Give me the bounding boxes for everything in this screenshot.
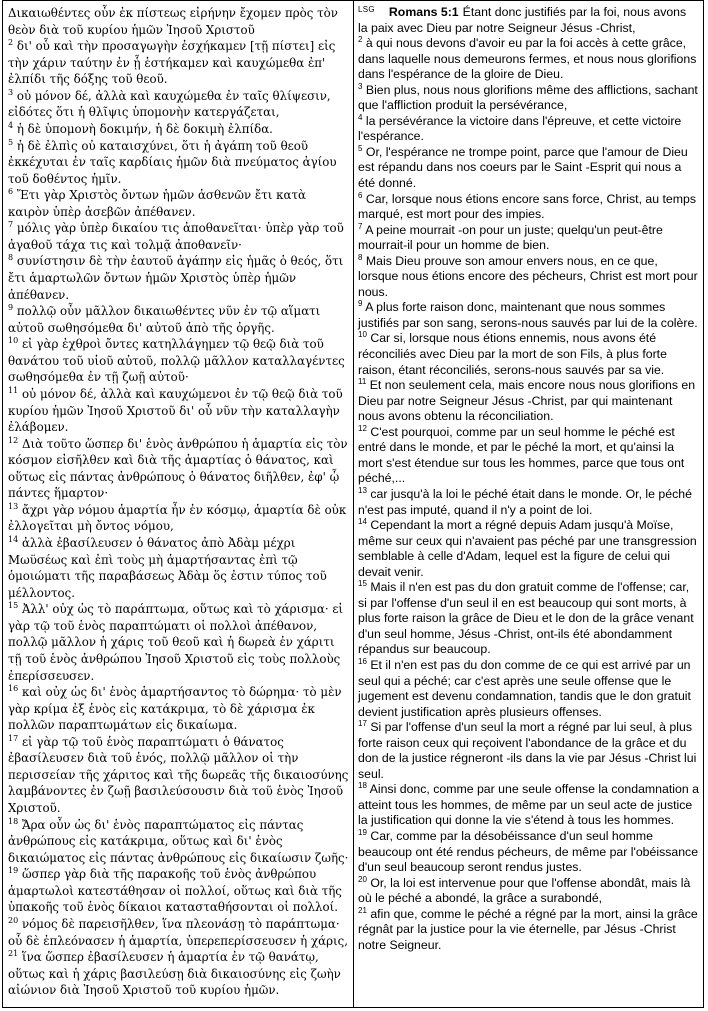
- french-verse: [358, 907, 699, 954]
- verse-text: δι' οὗ καὶ τὴν προσαγωγὴν ἐσχήκαμεν [τῇ πίστει] εἰς τὴν χάριν ταύτην ἐν ᾗ ἑστήκαμεν καὶ καυχώμεθα ἐπ' ἐλπίδι τῆς δόξης τοῦ θεοῦ.: [8, 39, 336, 87]
- french-verse: [358, 83, 699, 114]
- verse-text: ὥσπερ γὰρ διὰ τῆς παρακοῆς τοῦ ἑνὸς ἀνθρώπου ἁμαρτωλοὶ κατεστάθησαν οἱ πολλοί, οὕτως καὶ διὰ τῆς ὑπακοῆς τοῦ ἑνὸς δίκαιοι κατασταθήσονται οἱ πολλοί.: [8, 867, 342, 915]
- greek-verse: [8, 5, 349, 38]
- verse-number: 5: [8, 137, 14, 147]
- greek-verse: [8, 121, 349, 138]
- verse-text: συνίστησιν δὲ τὴν ἑαυτοῦ ἀγάπην εἰς ἡμᾶς ὁ θεός, ὅτι ἔτι ἁμαρτωλῶν ὄντων ἡμῶν Χριστὸς ὑπὲρ ἡμῶν ἀπέθανεν.: [8, 254, 344, 302]
- verse-text: ἡ δὲ ἐλπὶς οὐ καταισχύνει, ὅτι ἡ ἀγάπη τοῦ θεοῦ ἐκκέχυται ἐν ταῖς καρδίαις ἡμῶν διὰ πνεύματος ἁγίου τοῦ δοθέντος ἡμῖν.: [8, 138, 337, 186]
- greek-verse: [8, 38, 349, 88]
- greek-verse: [8, 734, 349, 817]
- verse-number: 17: [358, 719, 367, 729]
- french-verse: [358, 580, 699, 658]
- french-verse: [358, 425, 699, 487]
- verse-number: 4: [8, 120, 14, 130]
- greek-verse: [8, 866, 349, 916]
- greek-verse: [8, 601, 349, 684]
- verse-number: 17: [8, 733, 19, 743]
- verse-text: Or, la loi est intervenue pour que l'offense abondât, mais là où le péché a abondé, la grâce a surabondé,: [358, 875, 691, 906]
- verse-text: Ἄρα οὖν ὡς δι' ἑνὸς παραπτώματος εἰς πάντας ἀνθρώπους εἰς κατάκριμα, οὕτως καὶ δι' ἑνὸς δικαιώματος εἰς πάντας ἀνθρώπους εἰς δικαίωσιν ζωῆς·: [8, 817, 349, 865]
- verse-number: 14: [8, 535, 19, 544]
- verse-text: Mais il n'en est pas du don gratuit comme de l'offense; car, si par l'offense d'un seul il en est beaucoup qui sont morts, à plus forte raison la grâce de Dieu et le don de la grâce venant d'un seul homme, Jésus -Christ, ont-ils été abondamment répandus sur beaucoup.: [358, 580, 694, 657]
- verse-number: 3: [358, 81, 363, 91]
- verse-number: 16: [358, 656, 367, 666]
- verse-text: ἄχρι γὰρ νόμου ἁμαρτία ἦν ἐν κόσμῳ, ἁμαρτία δὲ οὐκ ἐλλογεῖται μὴ ὄντος νόμου,: [8, 502, 347, 534]
- verse-number: 5: [358, 143, 363, 153]
- verse-number: 12: [358, 423, 367, 433]
- french-verse: [358, 192, 699, 223]
- verse-number: 14: [358, 517, 367, 527]
- verse-number: 7: [358, 221, 363, 231]
- verse-text: ἵνα ὥσπερ ἐβασίλευσεν ἡ ἁμαρτία ἐν τῷ θανάτῳ, οὕτως καὶ ἡ χάρις βασιλεύσῃ διὰ δικαιοσύνης εἰς ζωὴν αἰώνιον διὰ Ἰησοῦ Χριστοῦ τοῦ κυρίου ἡμῶν.: [8, 950, 341, 998]
- french-verse: [358, 114, 699, 145]
- verse-text: Bien plus, nous nous glorifions même des afflictions, sachant que l'affliction produit la persévérance,: [358, 82, 698, 113]
- french-verse: [358, 518, 699, 580]
- greek-verse: [8, 220, 349, 253]
- verse-text: C'est pourquoi, comme par un seul homme le péché est entré dans le monde, et par le péché la mort, et qu'ainsi la mort s'est étendue sur tous les hommes, parce que tous ont péché,...: [358, 424, 685, 486]
- verse-number: 9: [8, 303, 14, 313]
- verse-number: 7: [8, 220, 14, 230]
- verse-text: ἀλλὰ ἐβασίλευσεν ὁ θάνατος ἀπὸ Ἀδὰμ μέχρι Μωϋσέως καὶ ἐπὶ τοὺς μὴ ἁμαρτήσαντας ἐπὶ τῷ ὁμοιώματι τῆς παραβάσεως Ἀδὰμ ὅς ἐστιν τύπος τοῦ μέλλοντος.: [8, 536, 327, 600]
- greek-verse: [8, 535, 349, 601]
- verse-text: Étant donc justifiés par la foi, nous avons la paix avec Dieu par notre Seigneur Jésus -Christ,: [358, 5, 687, 35]
- french-verse: [358, 658, 699, 720]
- verse-text: Et il n'en est pas du don comme de ce qui est arrivé par un seul qui a péché; car c'est après une seule offense que le jugement est devenu condamnation, tandis que le don gratuit devient justification après plusieurs offenses.: [358, 657, 691, 719]
- verse-text: Or, l'espérance ne trompe point, parce que l'amour de Dieu est répandu dans nos coeurs par le Saint -Esprit qui nous a été donné.: [358, 144, 688, 191]
- verse-text: A plus forte raison donc, maintenant que nous sommes justifiés par son sang, serons-nous sauvés par lui de la colère.: [358, 300, 698, 330]
- french-verse: [358, 782, 699, 829]
- verse-text: Ἔτι γὰρ Χριστὸς ὄντων ἡμῶν ἀσθενῶν ἔτι κατὰ καιρὸν ὑπὲρ ἀσεβῶν ἀπέθανεν.: [8, 188, 306, 219]
- greek-verse: [8, 88, 349, 121]
- greek-verse: [8, 336, 349, 386]
- french-verse: [358, 829, 699, 876]
- french-verse: [358, 331, 699, 378]
- verse-text: μόλις γὰρ ὑπὲρ δικαίου τις ἀποθανεῖται· ὑπὲρ γὰρ τοῦ ἀγαθοῦ τάχα τις καὶ τολμᾷ ἀποθανεῖν·: [8, 221, 344, 252]
- greek-verse: [8, 138, 349, 188]
- greek-text-column: [3, 1, 354, 1007]
- verse-number: 2: [8, 38, 14, 48]
- verse-number: 20: [358, 874, 367, 884]
- verse-number: 19: [358, 827, 367, 837]
- verse-number: 11: [358, 377, 367, 387]
- verse-text: νόμος δὲ παρεισῆλθεν, ἵνα πλεονάσῃ τὸ παράπτωμα· οὗ δὲ ἐπλεόνασεν ἡ ἁμαρτία, ὑπερεπερίσσευσεν ἡ χάρις,: [8, 916, 349, 948]
- verse-text: Cependant la mort a régné depuis Adam jusqu'à Moïse, même sur ceux qui n'avaient pas péché par une transgression semblable à celle d'Adam, lequel est la figure de celui qui devait venir.: [358, 518, 697, 579]
- verse-number: 6: [8, 187, 14, 197]
- verse-number: 10: [8, 336, 19, 346]
- verse-text: car jusqu'à la loi le péché était dans le monde. Or, le péché n'est pas imputé, quand il n'y a point de loi.: [358, 486, 692, 517]
- greek-verse: [8, 187, 349, 220]
- french-verse: [358, 876, 699, 907]
- french-verse: [358, 254, 699, 301]
- verse-text: ἡ δὲ ὑπομονὴ δοκιμήν, ἡ δὲ δοκιμὴ ἐλπίδα.: [16, 121, 273, 136]
- greek-verse: [8, 436, 349, 502]
- verse-text: Car, comme par la désobéissance d'un seul homme beaucoup ont été rendus pécheurs, de même par l'obéissance d'un seul beaucoup seront rendus justes.: [358, 828, 699, 875]
- greek-verse: [8, 303, 349, 336]
- verse-text: Διὰ τοῦτο ὥσπερ δι' ἑνὸς ἀνθρώπου ἡ ἁμαρτία εἰς τὸν κόσμον εἰσῆλθεν καὶ διὰ τῆς ἁμαρτίας ὁ θάνατος, καὶ οὕτως εἰς πάντας ἀνθρώπους ὁ θάνατος διῆλθεν, ἐφ' ᾧ πάντες ἥμαρτον·: [8, 436, 348, 501]
- greek-verse: [8, 684, 349, 734]
- verse-text: Car si, lorsque nous étions ennemis, nous avons été réconciliés avec Dieu par la mort de son Fils, à plus forte raison, étant réconciliés, serons-nous sauvés par sa vie.: [358, 331, 667, 377]
- verse-number: 19: [8, 866, 19, 876]
- verse-number: 13: [8, 501, 19, 511]
- greek-verse: [8, 949, 349, 999]
- french-verse: [358, 487, 699, 518]
- french-header-verse: [358, 2, 699, 36]
- verse-text: A peine mourrait -on pour un juste; quelqu'un peut-être mourrait-il pour un homme de bien.: [358, 222, 663, 253]
- greek-verse: [8, 916, 349, 949]
- verse-number: 11: [8, 385, 19, 395]
- french-verse: [358, 300, 699, 331]
- verse-number: 20: [8, 915, 19, 925]
- verse-number: 18: [358, 781, 367, 791]
- verse-number: 6: [358, 190, 363, 200]
- parallel-text-page: [2, 0, 704, 1008]
- version-tag: LSG: [358, 5, 375, 14]
- verse-number: 18: [8, 816, 19, 826]
- verse-text: οὐ μόνον δέ, ἀλλὰ καὶ καυχώμενοι ἐν τῷ θεῷ διὰ τοῦ κυρίου ἡμῶν Ἰησοῦ Χριστοῦ δι' οὗ νῦν τὴν καταλλαγὴν ἐλάβομεν.: [8, 386, 343, 435]
- verse-text: Δικαιωθέντες οὖν ἐκ πίστεως εἰρήνην ἔχομεν πρὸς τὸν θεὸν διὰ τοῦ κυρίου ἡμῶν Ἰησοῦ Χριστοῦ: [8, 6, 338, 37]
- verse-number: 16: [8, 684, 19, 694]
- verse-number: 3: [8, 87, 14, 97]
- verse-number: 21: [358, 905, 367, 915]
- verse-text: οὐ μόνον δέ, ἀλλὰ καὶ καυχώμεθα ἐν ταῖς θλίψεσιν, εἰδότες ὅτι ἡ θλῖψις ὑπομονὴν κατεργάζεται,: [8, 88, 331, 120]
- french-verse: [358, 720, 699, 782]
- greek-verse: [8, 502, 349, 535]
- greek-verse: [8, 386, 349, 436]
- verse-text: Et non seulement cela, mais encore nous nous glorifions en Dieu par notre Seigneur Jésus -Christ, par qui maintenant nous avons obtenu la réconciliation.: [358, 378, 696, 424]
- verse-text: Mais Dieu prouve son amour envers nous, en ce que, lorsque nous étions encore des pécheurs, Christ est mort pour nous.: [358, 253, 698, 299]
- verse-text: afin que, comme le péché a régné par la mort, ainsi la grâce régnât par la justice pour la vie éternelle, par Jésus -Christ notre Seigneur.: [358, 906, 698, 952]
- greek-verse: [8, 253, 349, 303]
- verse-number: 2: [358, 35, 363, 45]
- verse-text: Ἀλλ' οὐχ ὡς τὸ παράπτωμα, οὕτως καὶ τὸ χάρισμα· εἰ γὰρ τῷ τοῦ ἑνὸς παραπτώματι οἱ πολλοὶ ἀπέθανον, πολλῷ μᾶλλον ἡ χάρις τοῦ θεοῦ καὶ ἡ δωρεὰ ἐν χάριτι τῇ τοῦ ἑνὸς ἀνθρώπου Ἰησοῦ Χριστοῦ εἰς τοὺς πολλοὺς ἐπερίσσευσεν.: [8, 602, 344, 683]
- verse-text: εἰ γὰρ τῷ τοῦ ἑνὸς παραπτώματι ὁ θάνατος ἐβασίλευσεν διὰ τοῦ ἑνός, πολλῷ μᾶλλον οἱ τὴν περισσείαν τῆς χάριτος καὶ τῆς δωρεᾶς τῆς δικαιοσύνης λαμβάνοντες ἐν ζωῇ βασιλεύσουσιν διὰ τοῦ ἑνὸς Ἰησοῦ Χριστοῦ.: [8, 734, 349, 815]
- verse-number: 13: [358, 485, 367, 495]
- french-verse: [358, 145, 699, 192]
- verse-number: 15: [358, 579, 367, 589]
- verse-text: πολλῷ οὖν μᾶλλον δικαιωθέντες νῦν ἐν τῷ αἵματι αὐτοῦ σωθησόμεθα δι' αὐτοῦ ἀπὸ τῆς ὀργῆς.: [8, 304, 321, 335]
- french-text-column: [354, 1, 703, 1007]
- verse-number: 15: [8, 601, 19, 611]
- verse-number: 10: [358, 330, 367, 340]
- verse-text: εἰ γὰρ ἐχθροὶ ὄντες κατηλλάγημεν τῷ θεῷ διὰ τοῦ θανάτου τοῦ υἱοῦ αὐτοῦ, πολλῷ μᾶλλον καταλλαγέντες σωθησόμεθα ἐν τῇ ζωῇ αὐτοῦ·: [8, 337, 345, 385]
- verse-number: 21: [8, 949, 19, 959]
- verse-number: 8: [8, 253, 14, 263]
- french-verse: [358, 378, 699, 425]
- verse-number: 4: [358, 112, 363, 122]
- verse-text: Car, lorsque nous étions encore sans force, Christ, au temps marqué, est mort pour des impies.: [358, 191, 697, 222]
- verse-text: καὶ οὐχ ὡς δι' ἑνὸς ἁμαρτήσαντος τὸ δώρημα· τὸ μὲν γὰρ κρίμα ἐξ ἑνὸς εἰς κατάκριμα, τὸ δὲ χάρισμα ἐκ πολλῶν παραπτωμάτων εἰς δικαίωμα.: [8, 685, 342, 733]
- passage-reference: Romans 5:1: [388, 5, 459, 19]
- verse-text: la persévérance la victoire dans l'épreuve, et cette victoire l'espérance.: [358, 113, 682, 144]
- verse-text: Si par l'offense d'un seul la mort a régné par lui seul, à plus forte raison ceux qui reçoivent l'abondance de la grâce et du don de la justice régneront -ils dans la vie par Jésus -Christ lui seul.: [358, 720, 697, 781]
- verse-text: à qui nous devons d'avoir eu par la foi accès à cette grâce, dans laquelle nous demeurons fermes, et nous nous glorifions dans l'espérance de la gloire de Dieu.: [358, 36, 697, 82]
- verse-number: 8: [358, 252, 363, 262]
- french-verse: [358, 36, 699, 83]
- verse-number: 9: [358, 299, 363, 309]
- verse-text: Ainsi donc, comme par une seule offense la condamnation a atteint tous les hommes, de même par un seul acte de justice la justification qui donne la vie s'étend à tous les hommes.: [358, 782, 699, 828]
- french-verse: [358, 223, 699, 254]
- greek-verse: [8, 817, 349, 867]
- verse-number: 12: [8, 435, 19, 445]
